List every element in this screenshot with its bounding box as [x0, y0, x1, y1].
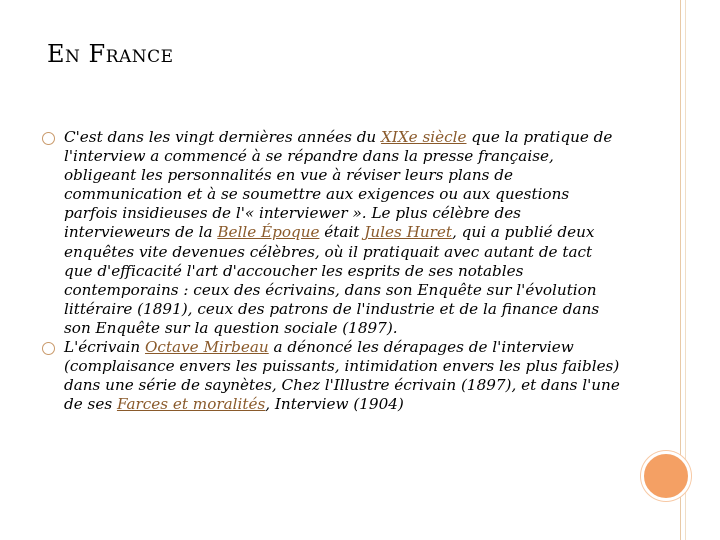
bullet2-text-part2: a dénoncé les dérapages de l'interview (complaisance envers les puissants, intimidation envers les plus faibles) dans une série de saynètes, Chez l'Illustre écrivain (1897), et dans l'une de ses	[64, 338, 620, 414]
bullet-text-1	[64, 128, 622, 338]
slide-right-border	[680, 0, 720, 540]
bullet2-text-part3: , Interview (1904)	[265, 395, 404, 414]
bullet1-text-part3: était	[319, 223, 365, 242]
bullet-circle-icon	[42, 342, 55, 355]
title-letters-n: N	[65, 47, 81, 67]
title-letter-e: E	[47, 40, 66, 68]
bullet-item-1	[42, 128, 622, 338]
slide-title	[47, 40, 174, 68]
decorative-orange-circle	[641, 451, 691, 501]
link-jules-huret[interactable]: Jules Huret	[364, 223, 452, 242]
title-letters-rance: RANCE	[105, 47, 174, 67]
bullet-list	[42, 128, 622, 414]
bullet2-text-part1: L'écrivain	[64, 338, 145, 357]
link-octave-mirbeau[interactable]: Octave Mirbeau	[144, 338, 269, 357]
bullet-item-2	[42, 338, 622, 414]
title-space	[80, 40, 88, 68]
link-belle-epoque[interactable]: Belle Époque	[217, 223, 320, 242]
bullet1-text-part4: , qui a publié deux enquêtes vite devenues célèbres, où il pratiquait avec autant de tact que d'efficacité l'art d'accoucher les esprits de ses notables contemporains : ceux des écrivains, dans son Enquête sur l'évolution littéraire (1891), ceux des patrons de l'industrie et de la finance dans son Enquête sur la question sociale (1897).	[64, 223, 600, 337]
link-xixe-siecle[interactable]: XIXe siècle	[381, 128, 467, 146]
link-farces-et-moralites[interactable]: Farces et moralités	[116, 395, 266, 414]
bullet1-text-part2: que la pratique de l'interview a commencé à se répandre dans la presse française, obligeant les personnalités en vue à réviser leurs plans de communication et à se soumettre aux exigences ou aux questions parfois insidieuses de l'« interviewer ». Le plus célèbre des intervieweurs de la	[64, 128, 613, 242]
title-letter-f: F	[88, 40, 106, 68]
bullet-circle-icon	[42, 132, 55, 145]
bullet-text-2	[64, 338, 622, 414]
bullet1-text-part1: C'est dans les vingt dernières années du	[64, 128, 382, 146]
